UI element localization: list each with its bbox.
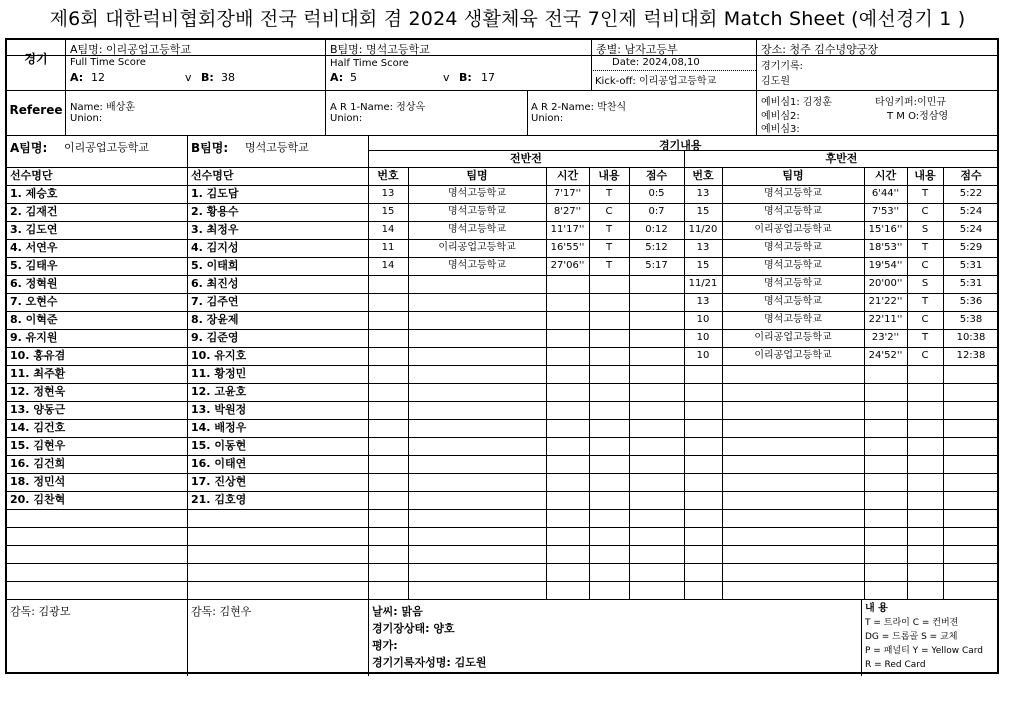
ft-a-label: A: <box>70 71 84 84</box>
game-label: 경기 <box>24 52 48 66</box>
second-half-event-time: 23'2'' <box>871 332 900 343</box>
second-half-event-score: 12:38 <box>956 350 986 361</box>
team-b-player: 6. 최진성 <box>191 277 239 290</box>
second-half-event-type: T <box>921 188 929 199</box>
second-half-event-team: 명석고등학교 <box>764 206 822 217</box>
event-time-header: 시간 <box>556 169 579 182</box>
second-half-event-number: 13 <box>696 296 710 307</box>
second-half-event-score: 5:22 <box>959 188 983 199</box>
team-a-player: 5. 김태우 <box>10 259 58 272</box>
ht-b-label: B: <box>459 71 472 84</box>
match-sheet <box>5 38 999 674</box>
sheet-title: 제6회 대한럭비협회장배 전국 럭비대회 겸 2024 생활체육 전국 7인제 럭비대회 Match Sheet (예선경기 1 ) <box>49 8 966 30</box>
evaluation: 평가: <box>372 639 398 652</box>
kickoff: Kick-off: 이리공업고등학교 <box>595 76 717 87</box>
team-b-player: 9. 김준영 <box>191 331 239 344</box>
timekeeper: 타임키퍼:이민규 <box>875 97 946 108</box>
second-half-event-number: 15 <box>696 206 710 217</box>
team-b-name: B팀명: 명석고등학교 <box>330 43 430 56</box>
ht-a-score: 5 <box>350 71 357 84</box>
second-half-event-type: T <box>921 332 929 343</box>
venue: 장소: 청주 김수녕양궁장 <box>761 43 878 56</box>
team-b-player: 5. 이태희 <box>191 259 239 272</box>
second-half-event-score: 10:38 <box>956 332 986 343</box>
first-half-event-type: C <box>605 206 613 217</box>
second-half-event-type: C <box>921 260 929 271</box>
second-half-event-time: 15'16'' <box>868 224 903 235</box>
first-half-label: 전반전 <box>510 152 542 165</box>
reserve-ref-3: 예비심3: <box>761 124 800 135</box>
first-half-event-team: 명석고등학교 <box>448 188 506 199</box>
reserve-ref-1: 예비심1: 김정훈 <box>761 97 832 108</box>
recorder-signature: 경기기록자성명: 김도원 <box>372 656 487 669</box>
team-a-player: 20. 김찬혁 <box>10 493 66 506</box>
ar2-union: Union: <box>531 113 564 124</box>
ht-v: v <box>443 71 450 84</box>
second-half-event-type: T <box>921 296 929 307</box>
second-half-event-score: 5:31 <box>959 260 983 271</box>
half-time-label: Half Time Score <box>330 58 409 69</box>
team-b-player: 2. 황용수 <box>191 205 239 218</box>
team-a-player: 13. 양동근 <box>10 403 66 416</box>
team-b-player: 13. 박원정 <box>191 403 247 416</box>
team-b-player: 8. 장윤제 <box>191 313 239 326</box>
second-half-event-team: 명석고등학교 <box>764 260 822 271</box>
team-a-roster-name: 이리공업고등학교 <box>64 141 150 154</box>
second-half-event-score: 5:29 <box>959 242 983 253</box>
first-half-event-score: 0:5 <box>648 188 665 199</box>
legend-line: DG = 드롭골 S = 교체 <box>865 632 958 642</box>
team-a-player: 9. 유지원 <box>10 331 58 344</box>
team-a-player: 15. 김현우 <box>10 439 66 452</box>
second-half-event-number: 10 <box>696 332 710 343</box>
event-type-header: 내용 <box>598 169 620 182</box>
team-a-player: 16. 김건희 <box>10 457 66 470</box>
second-half-event-type: C <box>921 206 929 217</box>
first-half-event-score: 5:12 <box>645 242 668 253</box>
first-half-event-team: 이리공업고등학교 <box>438 242 516 253</box>
first-half-event-type: T <box>605 260 613 271</box>
events-header: 경기내용 <box>659 139 702 152</box>
first-half-event-time: 7'17'' <box>553 188 582 199</box>
second-half-event-team: 명석고등학교 <box>764 188 822 199</box>
first-half-event-team: 명석고등학교 <box>448 224 506 235</box>
team-a-player: 7. 오현수 <box>10 295 58 308</box>
second-half-event-number: 15 <box>696 260 710 271</box>
team-b-label: B팀명: <box>191 141 229 155</box>
first-half-event-score: 0:7 <box>648 206 665 217</box>
second-half-event-number: 11/21 <box>688 278 718 289</box>
team-a-player: 6. 정혁원 <box>10 277 58 290</box>
ft-a-score: 12 <box>91 71 105 84</box>
ht-b-score: 17 <box>481 71 495 84</box>
team-b-player: 10. 유지호 <box>191 349 247 362</box>
match-date: Date: 2024,08,10 <box>612 57 700 68</box>
first-half-event-time: 27'06'' <box>550 260 585 271</box>
team-b-roster-header: 선수명단 <box>191 169 234 182</box>
event-number-header: 번호 <box>377 169 399 182</box>
team-b-player: 4. 김지성 <box>191 241 239 254</box>
team-b-player: 15. 이동현 <box>191 439 247 452</box>
first-half-event-time: 16'55'' <box>550 242 585 253</box>
second-half-event-number: 13 <box>696 242 710 253</box>
event-time-header: 시간 <box>874 169 897 182</box>
second-half-event-score: 5:31 <box>959 278 983 289</box>
ft-b-score: 38 <box>221 71 235 84</box>
second-half-event-type: C <box>921 350 929 361</box>
team-b-coach: 감독: 김현우 <box>191 605 252 618</box>
team-a-player: 12. 정현욱 <box>10 385 66 398</box>
team-a-coach: 감독: 김광모 <box>10 605 71 618</box>
event-number-header: 번호 <box>692 169 714 182</box>
second-half-event-time: 21'22'' <box>868 296 903 307</box>
second-half-event-type: S <box>921 224 929 235</box>
first-half-event-number: 14 <box>381 260 395 271</box>
ar1-union: Union: <box>330 113 363 124</box>
full-time-label: Full Time Score <box>70 57 146 68</box>
first-half-event-team: 명석고등학교 <box>448 206 506 217</box>
second-half-event-time: 19'54'' <box>868 260 903 271</box>
recorder-label: 경기기록: <box>761 61 804 72</box>
second-half-event-score: 5:24 <box>959 224 983 235</box>
event-team-header: 팀명 <box>466 169 488 182</box>
second-half-event-time: 24'52'' <box>868 350 903 361</box>
event-score-header: 점수 <box>645 169 668 182</box>
ht-a-label: A: <box>330 71 344 84</box>
weather: 날씨: 맑음 <box>372 605 423 618</box>
team-b-roster-name: 명석고등학교 <box>245 141 309 154</box>
second-half-event-time: 18'53'' <box>868 242 903 253</box>
referee-name: Name: 배상훈 <box>70 102 136 113</box>
referee-union: Union: <box>70 113 103 124</box>
team-b-player: 1. 김도담 <box>191 187 239 200</box>
team-b-player: 11. 황정민 <box>191 367 247 380</box>
first-half-event-number: 14 <box>381 224 395 235</box>
second-half-event-number: 13 <box>696 188 710 199</box>
team-a-player: 2. 김재건 <box>10 205 58 218</box>
team-a-player: 8. 이혁준 <box>10 313 58 326</box>
second-half-event-team: 명석고등학교 <box>764 278 822 289</box>
second-half-event-score: 5:36 <box>959 296 983 307</box>
team-a-player: 18. 정민석 <box>10 475 66 488</box>
referee-label: Referee <box>9 103 63 117</box>
team-a-player: 4. 서연우 <box>10 241 58 254</box>
second-half-event-team: 명석고등학교 <box>764 314 822 325</box>
first-half-event-score: 0:12 <box>645 224 668 235</box>
legend-line: R = Red Card <box>865 660 926 670</box>
first-half-event-number: 11 <box>381 242 395 253</box>
tmo: T M O:정삼영 <box>887 111 949 122</box>
second-half-event-type: T <box>921 242 929 253</box>
recorder-name: 김도원 <box>761 76 790 87</box>
team-b-player: 12. 고윤호 <box>191 385 247 398</box>
second-half-event-time: 6'44'' <box>871 188 900 199</box>
first-half-event-score: 5:17 <box>645 260 668 271</box>
event-score-header: 점수 <box>960 169 982 182</box>
second-half-event-number: 10 <box>696 314 710 325</box>
first-half-event-type: T <box>605 242 613 253</box>
legend <box>865 602 983 672</box>
team-a-player: 11. 최주환 <box>10 367 66 380</box>
event-team-header: 팀명 <box>782 169 804 182</box>
legend-line: T = 트라이 C = 컨버젼 <box>865 618 959 628</box>
team-a-player: 3. 김도연 <box>10 223 58 236</box>
second-half-event-time: 7'53'' <box>871 206 900 217</box>
reserve-ref-2: 예비심2: <box>761 111 800 122</box>
first-half-event-number: 13 <box>381 188 395 199</box>
ft-b-label: B: <box>201 71 214 84</box>
second-half-label: 후반전 <box>825 152 858 165</box>
team-b-player: 3. 최정우 <box>191 223 239 236</box>
first-half-event-time: 11'17'' <box>550 224 585 235</box>
second-half-event-team: 이리공업고등학교 <box>754 332 832 343</box>
team-b-player: 14. 배정우 <box>191 421 247 434</box>
first-half-event-time: 8'27'' <box>553 206 582 217</box>
team-a-player: 1. 제승호 <box>10 187 58 200</box>
category: 종별: 남자고등부 <box>596 43 678 56</box>
second-half-event-time: 20'00'' <box>868 278 903 289</box>
legend-line: P = 패널티 Y = Yellow Card <box>865 646 984 656</box>
second-half-event-number: 11/20 <box>688 224 718 235</box>
ft-v: v <box>185 71 192 84</box>
second-half-event-team: 명석고등학교 <box>764 242 822 253</box>
team-a-label: A팀명: <box>10 141 48 155</box>
first-half-event-team: 명석고등학교 <box>448 260 506 271</box>
team-b-player: 7. 김주연 <box>191 295 239 308</box>
first-half-event-type: T <box>605 188 613 199</box>
second-half-event-team: 이리공업고등학교 <box>754 350 832 361</box>
ar2-name: A R 2-Name: 박찬식 <box>531 102 627 113</box>
team-a-name: A팀명: 이리공업고등학교 <box>70 43 191 56</box>
team-b-player: 16. 이태연 <box>191 457 247 470</box>
team-b-player: 21. 김호영 <box>191 493 247 506</box>
first-half-event-number: 15 <box>381 206 395 217</box>
second-half-event-type: C <box>921 314 929 325</box>
team-b-player: 17. 진상현 <box>191 475 247 488</box>
first-half-event-type: T <box>605 224 613 235</box>
second-half-event-team: 명석고등학교 <box>764 296 822 307</box>
second-half-event-type: S <box>921 278 929 289</box>
legend-title: 내 용 <box>865 603 888 614</box>
second-half-event-time: 22'11'' <box>868 314 903 325</box>
event-type-header: 내용 <box>914 169 936 182</box>
second-half-event-score: 5:38 <box>959 314 983 325</box>
second-half-event-team: 이리공업고등학교 <box>754 224 832 235</box>
second-half-event-number: 10 <box>696 350 710 361</box>
team-a-player: 14. 김건호 <box>10 421 66 434</box>
team-a-roster-header: 선수명단 <box>10 169 53 182</box>
team-a-player: 10. 홍유겸 <box>10 349 66 362</box>
ar1-name: A R 1-Name: 정상옥 <box>330 102 426 113</box>
second-half-event-score: 5:24 <box>959 206 983 217</box>
ground-condition: 경기장상태: 양호 <box>372 622 455 635</box>
